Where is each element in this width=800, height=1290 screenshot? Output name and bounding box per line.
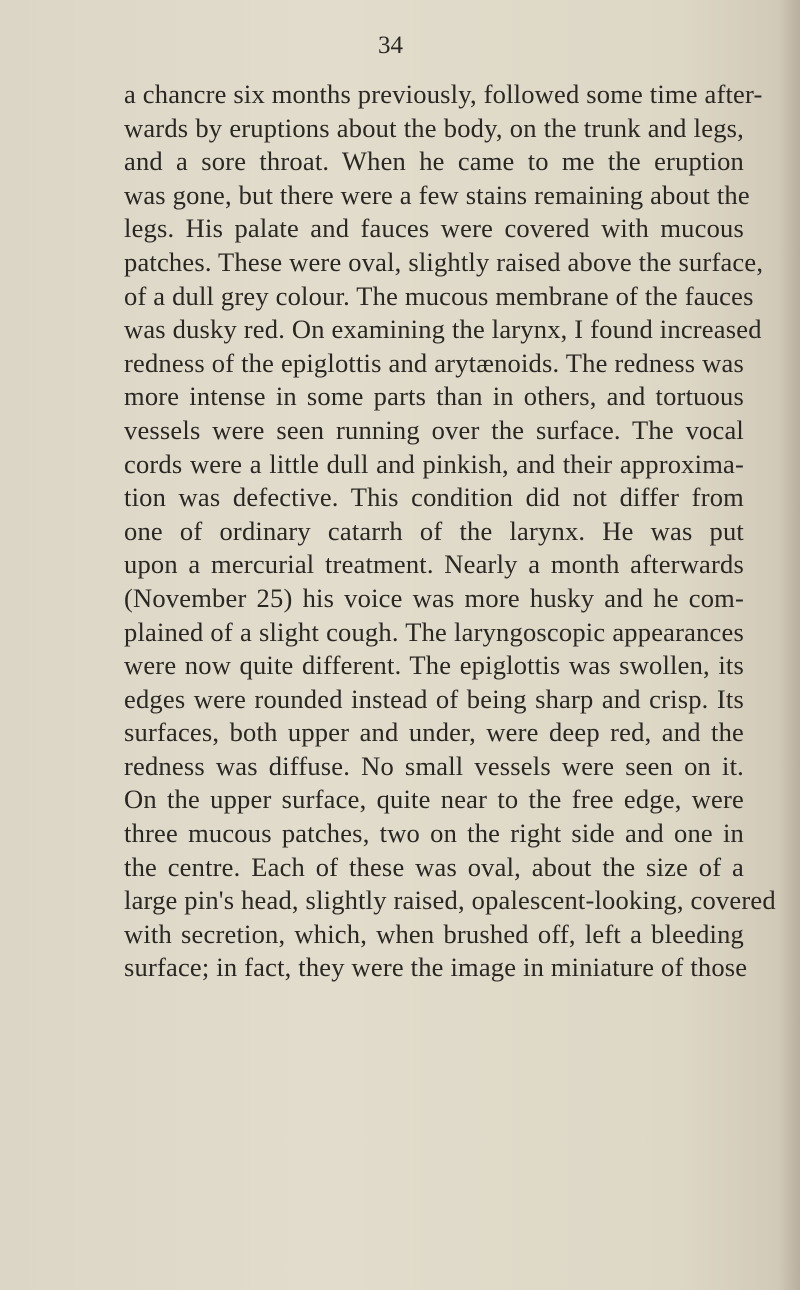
text-line: was dusky red. On examining the larynx, I found increased	[124, 314, 762, 345]
text-line: was gone, but there were a few stains remaining about the	[124, 179, 750, 210]
text-line: tion was defective. This condition did not differ from	[124, 482, 744, 513]
text-line: upon a mercurial treatment. Nearly a month afterwards	[124, 549, 744, 580]
text-line: and a sore throat. When he came to me the eruption	[124, 146, 744, 177]
text-line: legs. His palate and fauces were covered with mucous	[124, 213, 744, 244]
text-line: plained of a slight cough. The laryngoscopic appearances	[124, 616, 744, 647]
text-line: the centre. Each of these was oval, about the size of a	[124, 851, 744, 882]
text-line: surface; in fact, they were the image in miniature of those	[124, 952, 748, 983]
text-line: surfaces, both upper and under, were deep red, and the	[124, 717, 744, 748]
text-line: of a dull grey colour. The mucous membrane of the fauces	[124, 280, 754, 311]
body-text	[124, 78, 776, 985]
text-line: more intense in some parts than in others, and tortuous	[124, 381, 744, 412]
text-line: redness was diffuse. No small vessels were seen on it.	[124, 750, 744, 781]
text-line: cords were a little dull and pinkish, and their approxima-	[124, 448, 744, 479]
text-line: On the upper surface, quite near to the free edge, were	[124, 784, 744, 815]
text-line: three mucous patches, two on the right side and one in	[124, 818, 744, 849]
page-edge-shadow	[778, 0, 800, 1290]
page-number: 34	[378, 32, 403, 59]
text-line: were now quite different. The epiglottis was swollen, its	[124, 650, 744, 681]
text-line: a chancre six months previously, followed some time after-	[124, 79, 763, 109]
text-line: patches. These were oval, slightly raised above the surface,	[124, 246, 764, 277]
text-line: wards by eruptions about the body, on the trunk and legs,	[124, 112, 744, 143]
text-line: with secretion, which, when brushed off, left a bleeding	[124, 918, 744, 949]
text-line: vessels were seen running over the surface. The vocal	[124, 414, 744, 445]
text-line: large pin's head, slightly raised, opalescent-looking, covered	[124, 885, 776, 916]
text-line: (November 25) his voice was more husky and he com-	[124, 582, 744, 613]
text-line: edges were rounded instead of being sharp and crisp. Its	[124, 683, 744, 714]
text-line: redness of the epiglottis and arytænoids. The redness was	[124, 347, 744, 378]
text-line: one of ordinary catarrh of the larynx. He was put	[124, 515, 744, 546]
